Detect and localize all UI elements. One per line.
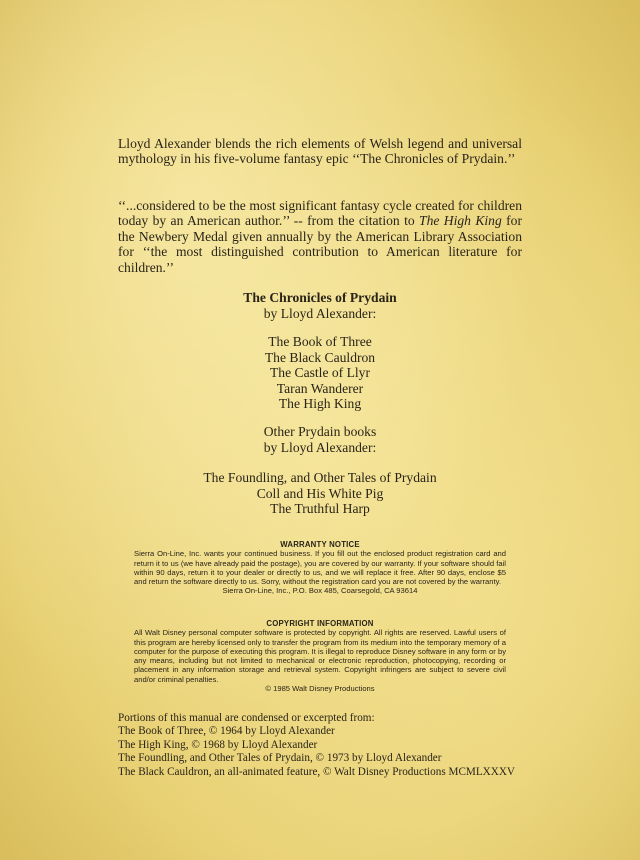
copyright-body: All Walt Disney personal computer software is protected by copyright. All rights are reserved. Lawful users of this program are hereby licensed only to transfer the program from its medium into the temporary memory of a computer for the purpose of executing this program. It is illegal to reproduce Disney software in any form or by any means, including but not limited to mechanical or electronic reproduction, photocopying, recording or placement in any information storage and retrieval system. Copyright infringers are subject to severe civil and/or criminal penalties. xyxy=(134,628,506,684)
other-books-heading-line1: Other Prydain books xyxy=(263,424,377,439)
portions-credits xyxy=(118,712,538,779)
warranty-address: Sierra On-Line, Inc., P.O. Box 485, Coarsegold, CA 93614 xyxy=(222,586,418,596)
book-title: The Foundling, and Other Tales of Prydain xyxy=(203,470,437,485)
intro-paragraph: Lloyd Alexander blends the rich elements of Welsh legend and universal mythology in his five-volume fantasy epic ‘‘The Chronicles of Prydain.’’ xyxy=(118,136,522,167)
quote-text-after: for the Newbery Medal given annually by the American Library Association for ‘‘the most distinguished contribution to American literature for children.’’ xyxy=(118,213,523,275)
chronicles-book-list xyxy=(0,334,640,412)
newbery-quote-paragraph xyxy=(118,198,522,275)
quote-book-title: The High King xyxy=(419,213,502,229)
warranty-notice xyxy=(134,540,506,596)
warranty-body: Sierra On-Line, Inc. wants your continued business. If you fill out the enclosed product registration card and return it to us (we have already paid the postage), you are covered by our warranty. If your software should fail within 90 days, return it to your dealer or directly to us, and we will replace it free. After 90 days, enclose $5 and return the software directly to us. Sorry, without the registration card you are not covered by the warranty. xyxy=(134,549,506,587)
book-title: Coll and His White Pig xyxy=(256,485,384,501)
book-title: The Black Cauldron xyxy=(264,349,376,365)
book-title: Taran Wanderer xyxy=(276,380,364,396)
copyright-heading: COPYRIGHT INFORMATION xyxy=(266,619,374,628)
other-books-heading-line2: by Lloyd Alexander: xyxy=(263,439,377,455)
other-books-heading xyxy=(0,424,640,455)
copyright-line: © 1985 Walt Disney Productions xyxy=(265,684,375,694)
quote-text-before: ‘‘...considered to be the most significant fantasy cycle created for children today by an American author.’’ -- from the citation to xyxy=(118,198,522,229)
chronicles-byline: by Lloyd Alexander: xyxy=(263,305,377,321)
other-book-list xyxy=(0,470,640,517)
book-title: The Book of Three xyxy=(268,334,372,349)
chronicles-heading xyxy=(0,290,640,321)
credit-line: The High King, © 1968 by Lloyd Alexander xyxy=(118,738,318,751)
book-title: The Truthful Harp xyxy=(270,501,370,517)
portions-intro: Portions of this manual are condensed or excerpted from: xyxy=(118,712,375,724)
copyright-information xyxy=(134,619,506,693)
warranty-heading: WARRANTY NOTICE xyxy=(280,540,360,549)
credit-line: The Foundling, and Other Tales of Prydain, © 1973 by Lloyd Alexander xyxy=(118,752,442,765)
book-title: The High King xyxy=(278,396,362,412)
credit-line: The Black Cauldron, an all-animated feature, © Walt Disney Productions MCMLXXXV xyxy=(118,765,516,778)
book-title: The Castle of Llyr xyxy=(269,365,371,381)
credit-line: The Book of Three, © 1964 by Lloyd Alexander xyxy=(118,725,335,738)
chronicles-title: The Chronicles of Prydain xyxy=(243,290,397,305)
